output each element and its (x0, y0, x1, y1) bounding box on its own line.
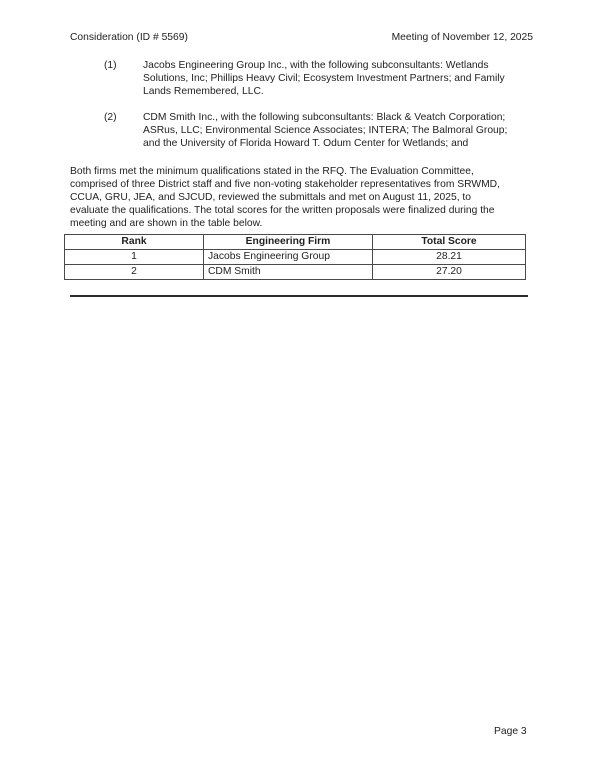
table-header-row (65, 235, 526, 250)
rank-cell: 2 (65, 265, 204, 280)
text-line: and the University of Florida Howard T. Odum Center for Wetlands; and (143, 138, 469, 149)
scores-table (64, 234, 526, 280)
text-line: Solutions, Inc; Phillips Heavy Civil; Ecosystem Investment Partners; and Family (143, 73, 505, 84)
section-divider-rule (70, 295, 528, 297)
text-line: Jacobs Engineering Group Inc., with the following subconsultants: Wetlands (143, 60, 489, 71)
column-header-rank: Rank (65, 235, 204, 250)
column-header-total-score: Total Score (373, 235, 526, 250)
score-cell: 28.21 (373, 250, 526, 265)
firm-cell: CDM Smith (204, 265, 373, 280)
text-line: evaluate the qualifications. The total scores for the written proposals were finalized during the (70, 205, 495, 216)
page-number: Page 3 (494, 726, 527, 737)
header-consideration-id: Consideration (ID # 5569) (70, 32, 188, 43)
list-item-1-number: (1) (104, 60, 117, 71)
text-line: Both firms met the minimum qualifications stated in the RFQ. The Evaluation Committee, (70, 166, 474, 177)
table-row (65, 250, 526, 265)
list-item-2-text (143, 111, 543, 150)
text-line: Lands Remembered, LLC. (143, 86, 264, 97)
score-cell: 27.20 (373, 265, 526, 280)
header-meeting-date: Meeting of November 12, 2025 (391, 32, 533, 43)
column-header-engineering-firm: Engineering Firm (204, 235, 373, 250)
text-line: ASRus, LLC; Environmental Science Associates; INTERA; The Balmoral Group; (143, 125, 508, 136)
firm-cell: Jacobs Engineering Group (204, 250, 373, 265)
table-row (65, 265, 526, 280)
list-item-2-number: (2) (104, 112, 117, 123)
evaluation-paragraph (70, 165, 545, 230)
text-line: meeting and are shown in the table below. (70, 218, 263, 229)
text-line: comprised of three District staff and five non-voting stakeholder representatives from SRWMD, (70, 179, 500, 190)
text-line: CCUA, GRU, JEA, and SJCUD, reviewed the submittals and met on August 11, 2025, to (70, 192, 472, 203)
list-item-1-text (143, 59, 543, 98)
page-header (70, 31, 533, 44)
rank-cell: 1 (65, 250, 204, 265)
text-line: CDM Smith Inc., with the following subconsultants: Black & Veatch Corporation; (143, 112, 506, 123)
